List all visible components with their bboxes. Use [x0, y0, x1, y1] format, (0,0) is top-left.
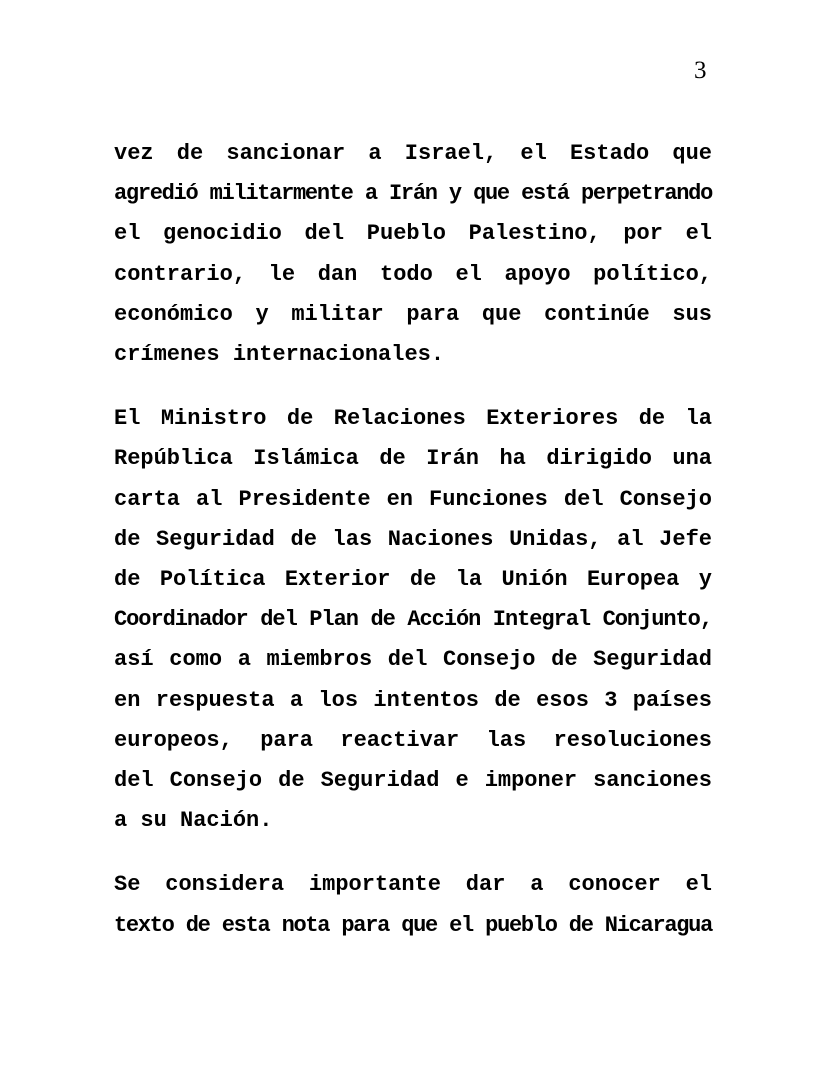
text-line: económico y militar para que continúe sus — [114, 301, 712, 327]
text-line: Se considera importante dar a conocer el — [114, 872, 712, 898]
paragraph — [114, 399, 712, 841]
paragraph — [114, 865, 712, 945]
page-number: 3 — [694, 57, 707, 84]
text-line: carta al Presidente en Funciones del Consejo — [114, 486, 712, 512]
text-line: agredió militarmente a Irán y que está perpetrando — [114, 181, 712, 207]
text-line: crímenes internacionales. — [114, 342, 445, 368]
text-line: así como a miembros del Consejo de Seguridad — [114, 647, 712, 673]
text-line: vez de sancionar a Israel, el Estado que — [114, 141, 712, 166]
text-line: europeos, para reactivar las resoluciones — [114, 727, 712, 753]
document-body — [114, 134, 712, 946]
text-line: de Política Exterior de la Unión Europea y — [114, 567, 712, 593]
paragraph — [114, 134, 712, 375]
text-line: República Islámica de Irán ha dirigido una — [114, 446, 712, 472]
text-line: el genocidio del Pueblo Palestino, por el — [114, 221, 712, 247]
text-line: texto de esta nota para que el pueblo de Nicaragua — [114, 912, 712, 938]
text-line: contrario, le dan todo el apoyo político, — [114, 261, 712, 287]
text-line: en respuesta a los intentos de esos 3 países — [114, 687, 712, 713]
text-line: del Consejo de Seguridad e imponer sanciones — [114, 768, 712, 794]
text-line: a su Nación. — [114, 808, 273, 834]
text-line: El Ministro de Relaciones Exteriores de la — [114, 406, 712, 432]
text-line: Coordinador del Plan de Acción Integral Conjunto, — [114, 607, 712, 633]
text-line: de Seguridad de las Naciones Unidas, al Jefe — [114, 526, 712, 552]
